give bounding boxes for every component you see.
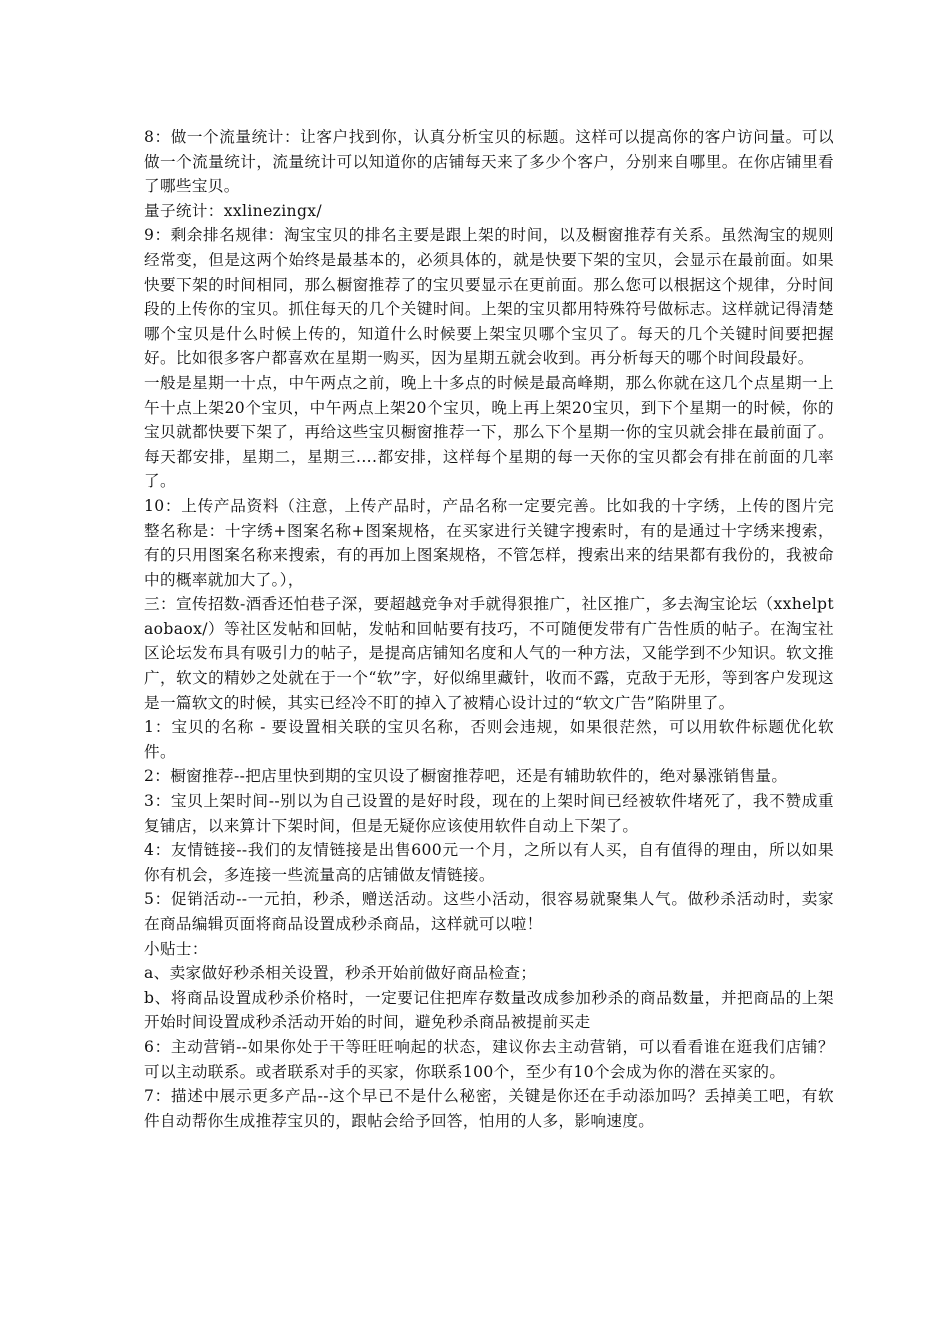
paragraph-6-active-marketing: 6：主动营销--如果你处于干等旺旺响起的状态，建议你去主动营销，可以看看谁在逛我们店铺？可以主动联系。或者联系对手的买家，你联系100个，至少有10个会成为你的潜在买家的。 <box>144 1037 834 1081</box>
paragraph-4-friend-links: 4：友情链接--我们的友情链接是出售600元一个月，之所以有人买，自有值得的理由，所以如果你有机会，多连接一些流量高的店铺做友情链接。 <box>144 841 834 884</box>
paragraph-9-ranking-rules: 9：剩余排名规律：淘宝宝贝的排名主要是跟上架的时间，以及橱窗推荐有关系。虽然淘宝的规则经常变，但是这两个始终是最基本的，必须具体的，就是快要下架的宝贝，会显示在最前面。如果快要下架的时间相同，那么橱窗推荐了的宝贝要显示在更前面。那么您可以根据这个规律，分时间段的上传你的宝贝。抓住每天的几个关键时间。上架的宝贝都用特殊符号做标志。这样就记得清楚哪个宝贝是什么时候上传的，知道什么时候要上架宝贝哪个宝贝了。每天的几个关键时间要把握好。比如很多客户都喜欢在星期一购买，因为星期五就会收到。再分析每天的哪个时间段最好。 <box>144 226 834 368</box>
paragraph-5-promotions: 5：促销活动--一元拍，秒杀，赠送活动。这些小活动，很容易就聚集人气。做秒杀活动时，卖家在商品编辑页面将商品设置成秒杀商品，这样就可以啦！ <box>144 890 834 933</box>
paragraph-quantum-stats: 量子统计：xxlinezingx/ <box>144 201 323 220</box>
paragraph-peak-times: 一般是星期一十点，中午两点之前，晚上十多点的时候是最高峰期，那么你就在这几个点星期一上午十点上架20个宝贝，中午两点上架20个宝贝，晚上再上架20宝贝，到下个星期一的时候，你的宝贝就都快要下架了，再给这些宝贝橱窗推荐一下，那么下个星期一你的宝贝就会排在最前面了。每天都安排，星期二，星期三....都安排，这样每个星期的每一天你的宝贝都会有排在前面的几率了。 <box>144 373 834 491</box>
paragraph-10-product-info: 10：上传产品资料（注意，上传产品时，产品名称一定要完善。比如我的十字绣，上传的图片完整名称是：十字绣+图案名称+图案规格，在买家进行关键字搜索时，有的是通过十字绣来搜索，有的只用图案名称来搜索，有的再加上图案规格，不管怎样，搜索出来的结果都有我份的，我被命中的概率就加大了。）， <box>144 496 834 589</box>
paragraph-tip-b: b、将商品设置成秒杀价格时，一定要记住把库存数量改成参加秒杀的商品数量，并把商品的上架开始时间设置成秒杀活动开始的时间，避免秒杀商品被提前买走 <box>144 988 834 1032</box>
paragraph-promotion-tactics: 三：宣传招数-酒香还怕巷子深，要超越竞争对手就得狠推广，社区推广，多去淘宝论坛（xxhelptaobaox/）等社区发帖和回帖，发帖和回帖要有技巧，不可随便发带有广告性质的帖子。在淘宝社区论坛发布具有吸引力的帖子，是提高店铺知名度和人气的一种方法，又能学到不少知识。软文推广，软文的精妙之处就在于一个“软”字，好似绵里藏针，收而不露，克敌于无形，等到客户发现这是一篇软文的时候，其实已经冷不盯的掉入了被精心设计过的“软文广告”陷阱里了。 <box>144 595 834 712</box>
paragraph-tips-heading: 小贴士： <box>144 939 208 958</box>
paragraph-1-item-name: 1：宝贝的名称 - 要设置相关联的宝贝名称，否则会违规，如果很茫然，可以用软件标题优化软件。 <box>144 718 834 761</box>
document-page <box>144 125 834 1133</box>
paragraph-3-listing-time: 3：宝贝上架时间--别以为自己设置的是好时段，现在的上架时间已经被软件堵死了，我不赞成重复铺店，以来算计下架时间，但是无疑你应该使用软件自动上下架了。 <box>144 792 834 835</box>
paragraph-2-window-recommend: 2：橱窗推荐--把店里快到期的宝贝设了橱窗推荐吧，还是有辅助软件的，绝对暴涨销售量。 <box>144 767 788 786</box>
paragraph-7-more-products: 7：描述中展示更多产品--这个早已不是什么秘密，关键是你还在手动添加吗？丢掉美工吧，有软件自动帮你生成推荐宝贝的，跟帖会给予回答，怕用的人多，影响速度。 <box>144 1087 834 1130</box>
paragraph-tip-a: a、卖家做好秒杀相关设置，秒杀开始前做好商品检查； <box>144 964 537 983</box>
paragraph-8-traffic-stats: 8：做一个流量统计：让客户找到你，认真分析宝贝的标题。这样可以提高你的客户访问量。可以做一个流量统计，流量统计可以知道你的店铺每天来了多少个客户，分别来自哪里。在你店铺里看了哪些宝贝。 <box>144 128 834 196</box>
